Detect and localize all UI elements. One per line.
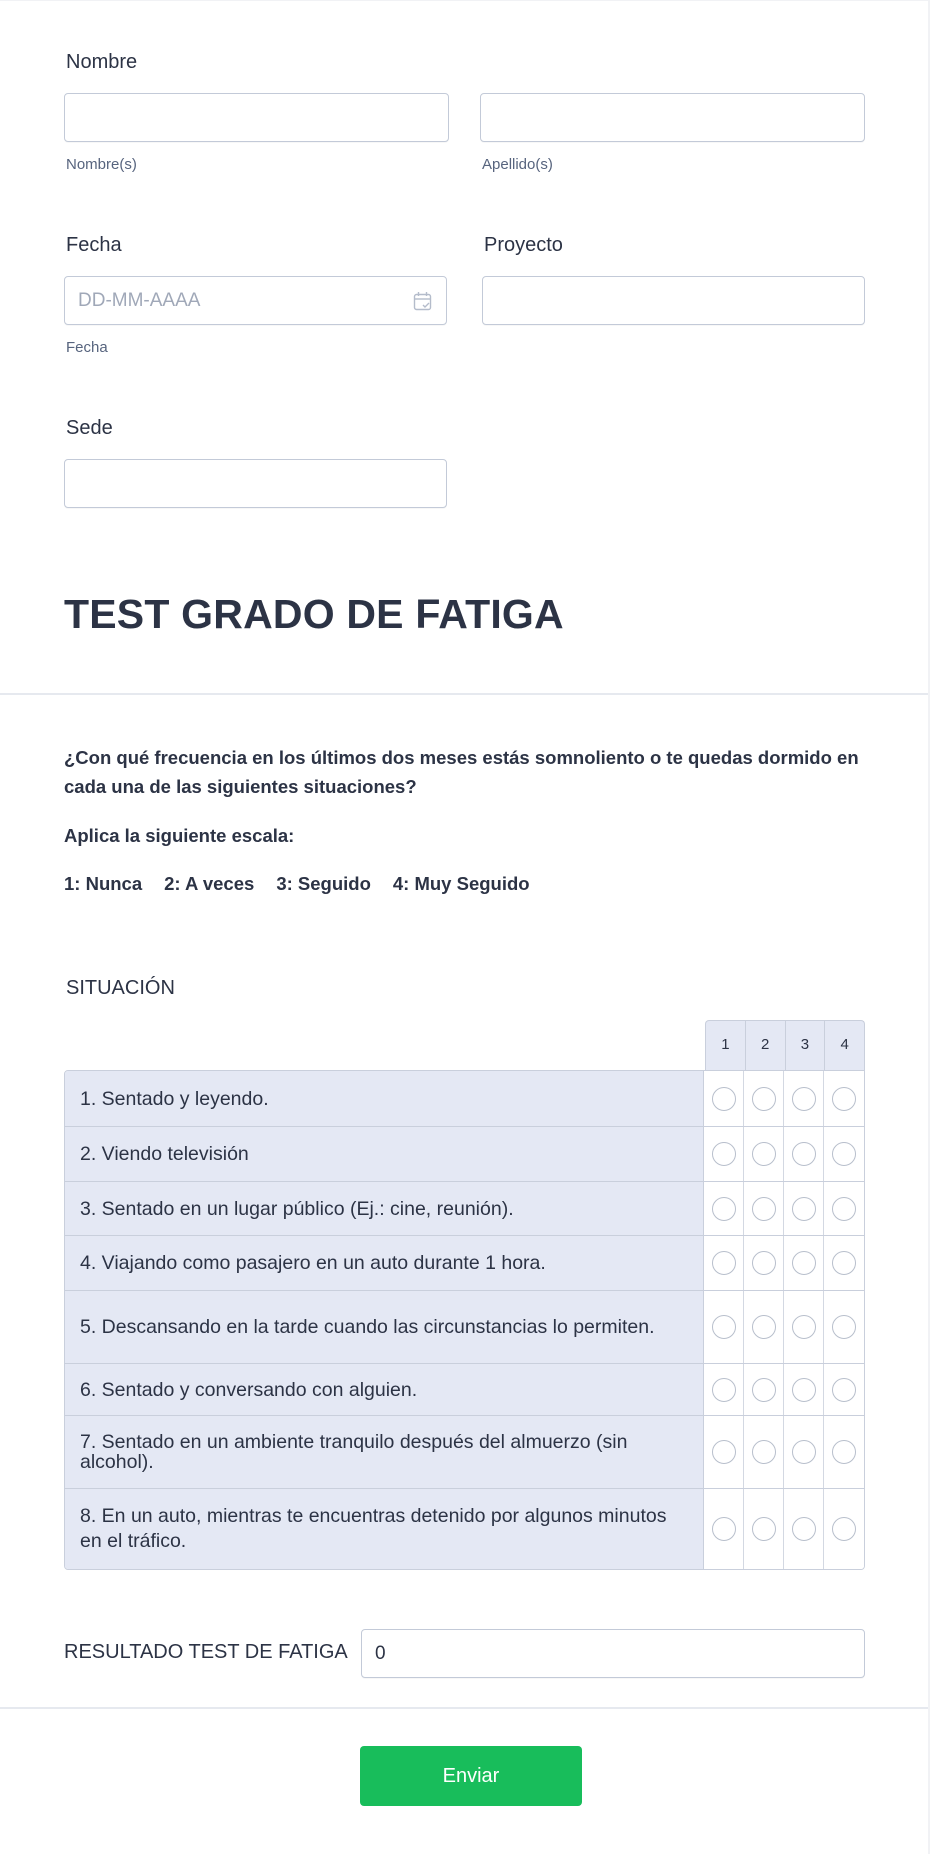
- radio-row8-col2[interactable]: [752, 1517, 776, 1541]
- matrix-row: [65, 1182, 864, 1236]
- matrix-row: [65, 1416, 864, 1489]
- project-input[interactable]: [482, 276, 865, 325]
- calendar-icon[interactable]: [413, 291, 432, 311]
- radio-row1-col2[interactable]: [752, 1087, 776, 1111]
- matrix-column-2: 2: [746, 1021, 786, 1070]
- date-placeholder: DD-MM-AAAA: [78, 290, 201, 311]
- matrix-column-4: 4: [840, 1036, 849, 1053]
- radio-row4-col1[interactable]: [712, 1251, 736, 1275]
- first-name-sublabel: Nombre(s): [66, 156, 137, 173]
- scale-legend: [64, 869, 552, 898]
- scale-item-2: 2: A veces: [164, 873, 255, 894]
- scale-item-3: 3: Seguido: [276, 873, 371, 894]
- radio-row1-col1[interactable]: [712, 1087, 736, 1111]
- radio-row6-col2[interactable]: [752, 1378, 776, 1402]
- section-title: TEST GRADO DE FATIGA: [64, 591, 564, 637]
- matrix-label: SITUACIÓN: [66, 977, 175, 999]
- scale-item-1: 1: Nunca: [64, 873, 143, 894]
- site-label: Sede: [66, 417, 113, 439]
- matrix-row-label: 7. Sentado en un ambiente tranquilo después del almuerzo (sin alcohol).: [65, 1416, 704, 1488]
- matrix-row-label: 1. Sentado y leyendo.: [65, 1071, 704, 1126]
- radio-row8-col4[interactable]: [832, 1517, 856, 1541]
- radio-row3-col2[interactable]: [752, 1197, 776, 1221]
- matrix-column-1: 1: [706, 1021, 746, 1070]
- matrix-row-label: 4. Viajando como pasajero en un auto durante 1 hora.: [65, 1236, 704, 1290]
- radio-row7-col1[interactable]: [712, 1440, 736, 1464]
- last-name-sublabel: Apellido(s): [482, 156, 553, 173]
- matrix-row-label: 5. Descansando en la tarde cuando las circunstancias lo permiten.: [65, 1291, 704, 1363]
- matrix-row-label: 3. Sentado en un lugar público (Ej.: cine, reunión).: [65, 1182, 704, 1235]
- radio-row1-col3[interactable]: [792, 1087, 816, 1111]
- radio-row1-col4[interactable]: [832, 1087, 856, 1111]
- radio-row3-col4[interactable]: [832, 1197, 856, 1221]
- question-text: ¿Con qué frecuencia en los últimos dos meses estás somnoliento o te quedas dormido en cada una de las siguientes situaciones?: [64, 747, 859, 797]
- matrix-row: [65, 1489, 864, 1569]
- radio-row6-col4[interactable]: [832, 1378, 856, 1402]
- radio-row2-col3[interactable]: [792, 1142, 816, 1166]
- matrix-body: [64, 1070, 865, 1570]
- radio-row4-col3[interactable]: [792, 1251, 816, 1275]
- matrix-row: [65, 1127, 864, 1182]
- matrix-row-label: 2. Viendo televisión: [65, 1127, 704, 1181]
- radio-row2-col2[interactable]: [752, 1142, 776, 1166]
- radio-row8-col1[interactable]: [712, 1517, 736, 1541]
- matrix-column-3: 3: [786, 1021, 826, 1070]
- matrix-row: [65, 1291, 864, 1364]
- radio-row5-col1[interactable]: [712, 1315, 736, 1339]
- radio-row7-col2[interactable]: [752, 1440, 776, 1464]
- radio-row5-col4[interactable]: [832, 1315, 856, 1339]
- project-label: Proyecto: [484, 234, 563, 256]
- matrix-row: [65, 1071, 864, 1127]
- radio-row3-col1[interactable]: [712, 1197, 736, 1221]
- radio-row5-col3[interactable]: [792, 1315, 816, 1339]
- radio-row2-col4[interactable]: [832, 1142, 856, 1166]
- scale-item-4: 4: Muy Seguido: [392, 873, 530, 894]
- radio-row6-col1[interactable]: [712, 1378, 736, 1402]
- result-label: RESULTADO TEST DE FATIGA: [64, 1641, 348, 1663]
- site-input[interactable]: [64, 459, 447, 508]
- result-input[interactable]: [361, 1629, 865, 1678]
- name-label: Nombre: [66, 51, 138, 73]
- radio-row4-col4[interactable]: [832, 1251, 856, 1275]
- radio-row4-col2[interactable]: [752, 1251, 776, 1275]
- last-name-input[interactable]: [480, 93, 865, 142]
- radio-row7-col3[interactable]: [792, 1440, 816, 1464]
- section-divider: [0, 693, 928, 695]
- matrix-row-label: 8. En un auto, mientras te encuentras detenido por algunos minutos en el tráfico.: [65, 1489, 704, 1569]
- date-input[interactable]: [64, 276, 447, 325]
- matrix-row-label: 6. Sentado y conversando con alguien.: [65, 1364, 704, 1415]
- matrix-row: [65, 1236, 864, 1291]
- matrix-row: [65, 1364, 864, 1416]
- radio-row8-col3[interactable]: [792, 1517, 816, 1541]
- footer-divider: [0, 1707, 928, 1709]
- submit-button[interactable]: Enviar: [360, 1746, 582, 1806]
- date-sublabel: Fecha: [66, 339, 108, 356]
- result-value: 0: [375, 1643, 386, 1664]
- matrix-header: [705, 1020, 865, 1070]
- scale-intro: Aplica la siguiente escala:: [64, 825, 295, 846]
- radio-row7-col4[interactable]: [832, 1440, 856, 1464]
- radio-row3-col3[interactable]: [792, 1197, 816, 1221]
- first-name-input[interactable]: [64, 93, 449, 142]
- radio-row5-col2[interactable]: [752, 1315, 776, 1339]
- radio-row6-col3[interactable]: [792, 1378, 816, 1402]
- date-label: Fecha: [66, 234, 122, 256]
- radio-row2-col1[interactable]: [712, 1142, 736, 1166]
